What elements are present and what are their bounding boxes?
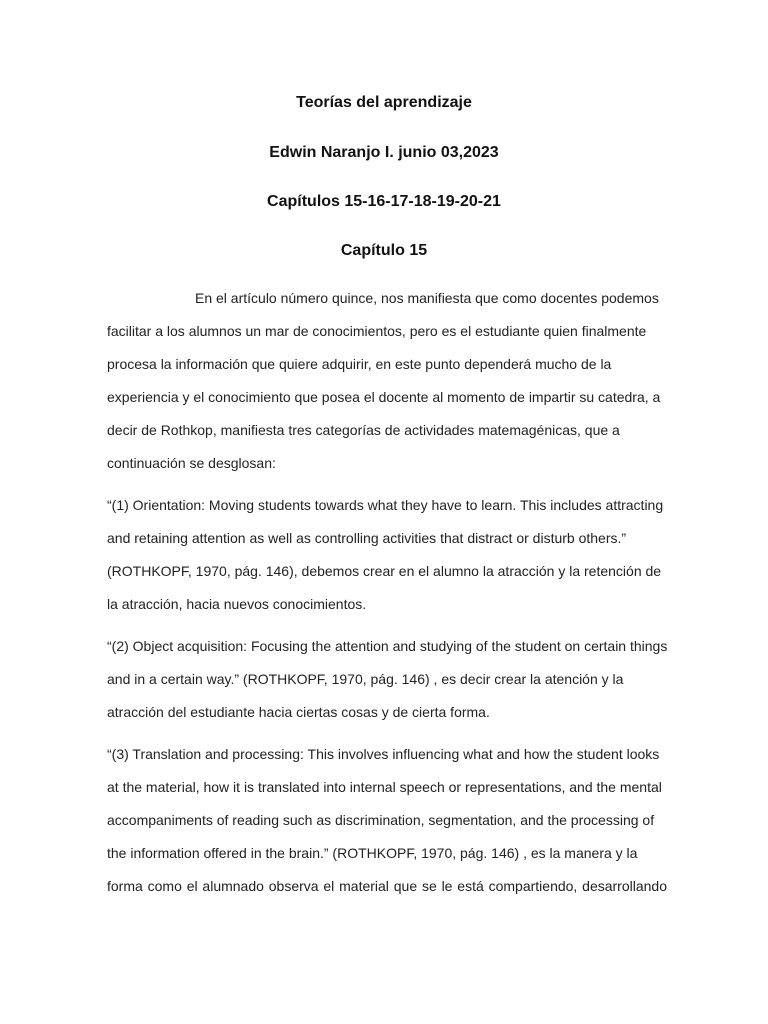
paragraph-orientation — [107, 489, 667, 621]
paragraph-intro — [107, 282, 667, 480]
text-line: at the material, how it is translated into internal speech or representations, and the mental — [107, 779, 662, 795]
chapter-heading: Capítulo 15 — [340, 242, 428, 259]
paragraph — [107, 282, 667, 480]
chapters-line: Capítulos 15-16-17-18-19-20-21 — [267, 193, 501, 210]
paragraph — [107, 489, 667, 621]
text-line: “(2) Object acquisition: Focusing the attention and studying of the student on certain things — [107, 638, 668, 654]
text-line: and retaining attention as well as controlling activities that distract or disturb others.” — [107, 530, 627, 546]
text-line: la atracción, hacia nuevos conocimientos. — [107, 596, 367, 612]
document-title: Teorías del aprendizaje — [296, 94, 472, 111]
text-line: forma como el alumnado observa el material que se le está compartiendo, desarrollando — [107, 878, 667, 894]
text-line: “(1) Orientation: Moving students towards what they have to learn. This includes attracting — [107, 497, 664, 513]
paragraph-object-acquisition — [107, 630, 667, 729]
text-line: (ROTHKOPF, 1970, pág. 146), debemos crear en el alumno la atracción y la retención de — [107, 563, 662, 579]
text-line: experiencia y el conocimiento que posea el docente al momento de impartir su catedra, a — [107, 389, 661, 405]
text-line: “(3) Translation and processing: This involves influencing what and how the student looks — [107, 746, 660, 762]
author-date-line: Edwin Naranjo I. junio 03,2023 — [269, 144, 499, 161]
text-line: and in a certain way.” (ROTHKOPF, 1970, pág. 146) , es decir crear la atención y la — [107, 671, 624, 687]
text-line: procesa la información que quiere adquirir, en este punto dependerá mucho de la — [107, 356, 612, 372]
paragraph-translation-processing — [107, 738, 667, 903]
text-line: facilitar a los alumnos un mar de conocimientos, pero es el estudiante quien finalmente — [107, 323, 647, 339]
text-line: the information offered in the brain.” (ROTHKOPF, 1970, pág. 146) , es la manera y la — [107, 845, 638, 861]
text-line: accompaniments of reading such as discrimination, segmentation, and the processing of — [107, 812, 655, 828]
text-line: En el artículo número quince, nos manifiesta que como docentes podemos — [195, 290, 659, 306]
paragraph — [107, 738, 667, 903]
text-line: continuación se desglosan: — [107, 455, 276, 471]
text-line: decir de Rothkop, manifiesta tres categorías de actividades matemagénicas, que a — [107, 422, 620, 438]
text-line: atracción del estudiante hacia ciertas cosas y de cierta forma. — [107, 704, 490, 720]
paragraph — [107, 630, 667, 729]
